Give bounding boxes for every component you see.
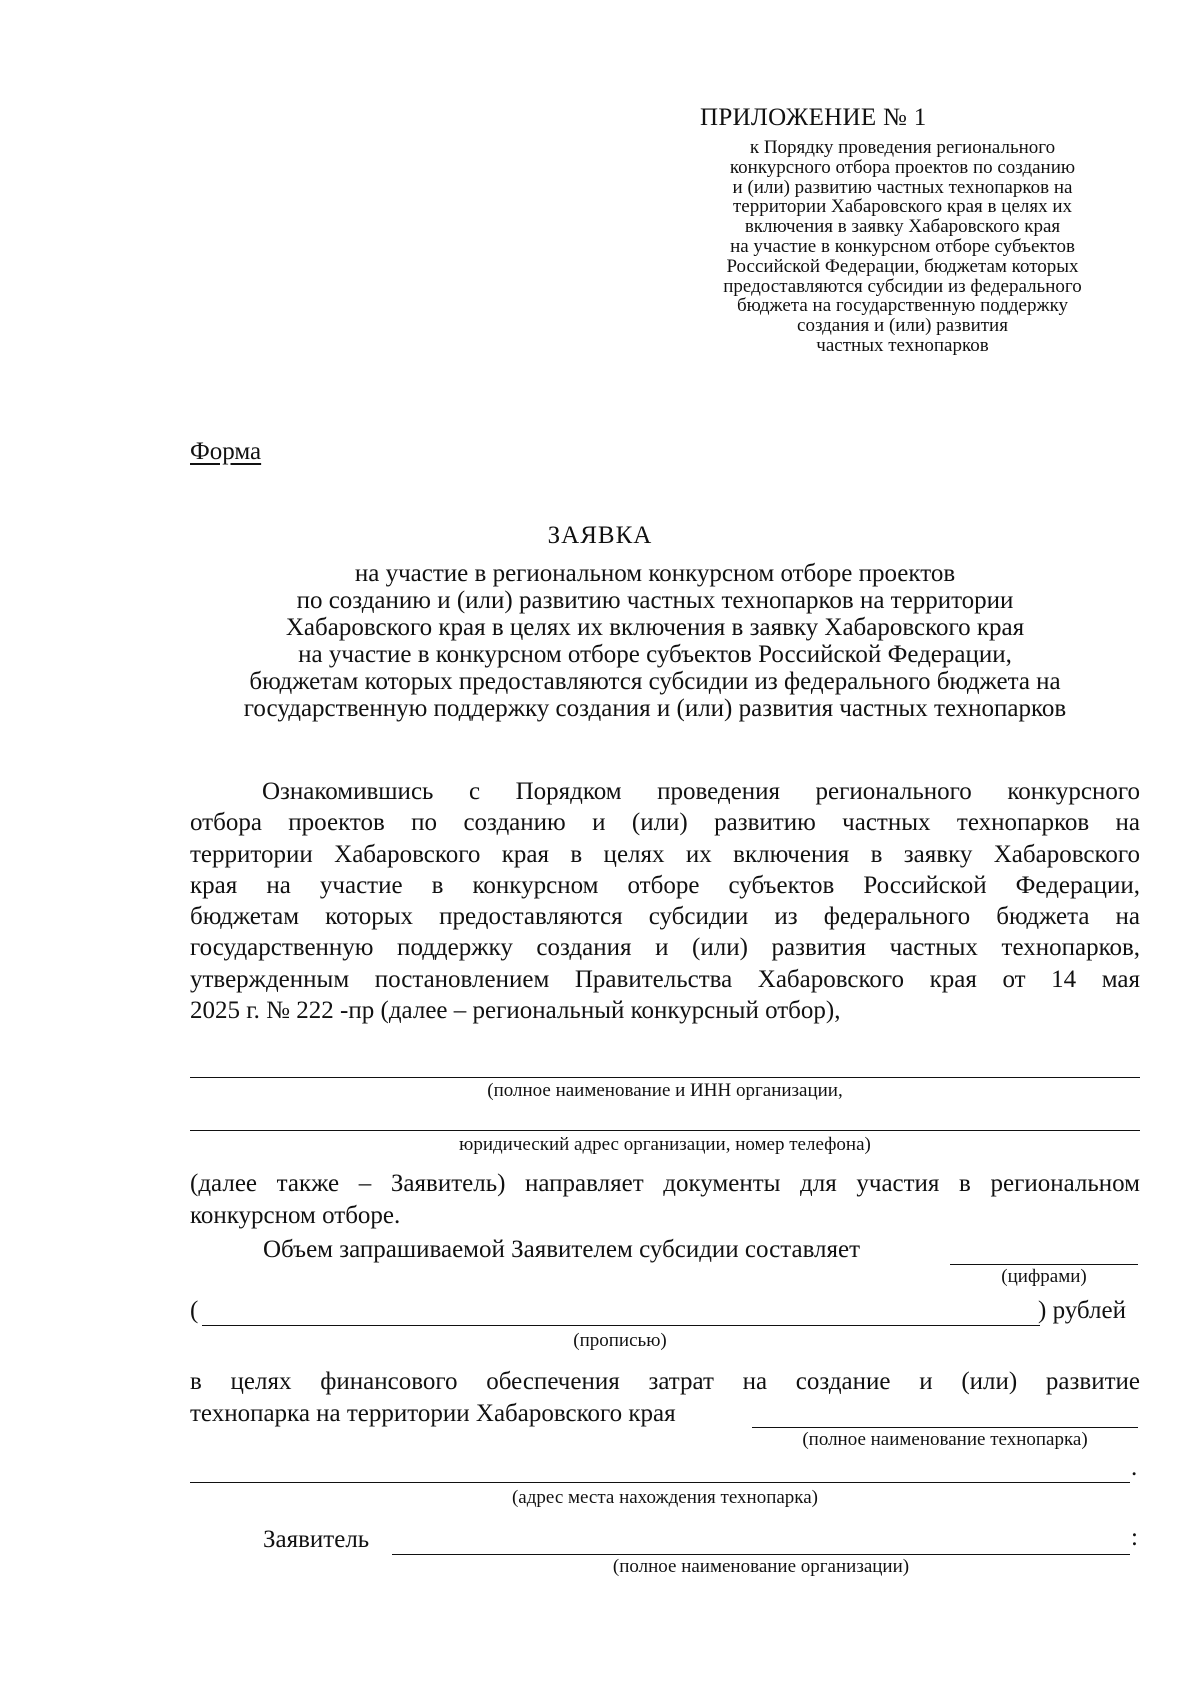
subtitle-line: государственную поддержку создания и (или) развития частных технопарков bbox=[243, 695, 1067, 722]
paragraph-line: государственную поддержку создания и (или) развития частных технопарков, bbox=[190, 934, 1140, 962]
location-caption: (адрес места нахождения технопарка) bbox=[511, 1487, 818, 1508]
appendix-line: бюджета на государственную поддержку bbox=[736, 295, 1069, 317]
technopark-address-field[interactable] bbox=[190, 1482, 1130, 1483]
applicant-label: Заявитель bbox=[263, 1526, 370, 1553]
document-title: ЗАЯВКА bbox=[547, 522, 653, 549]
org-name-caption: (полное наименование и ИНН организации, bbox=[487, 1080, 843, 1101]
document-subtitle bbox=[170, 560, 1140, 722]
applicant-sentence-line: конкурсном отборе. bbox=[190, 1202, 401, 1229]
purpose-line: в целях финансового обеспечения затрат на создание и (или) развитие bbox=[190, 1368, 1140, 1395]
appendix-line: конкурсного отбора проектов по созданию bbox=[729, 156, 1076, 178]
appendix-line: территории Хабаровского края в целях их bbox=[732, 196, 1073, 218]
subtitle-line: бюджетам которых предоставляются субсидии из федерального бюджета на bbox=[249, 668, 1061, 695]
appendix-line: частных технопарков bbox=[816, 334, 989, 356]
purpose-line: технопарка на территории Хабаровского края bbox=[190, 1400, 676, 1427]
appendix-line: и (или) развитию частных технопарков на bbox=[732, 176, 1073, 198]
appendix-line: Российской Федерации, бюджетам которых bbox=[726, 255, 1079, 277]
paragraph-line: отбора проектов по созданию и (или) развитию частных технопарков на bbox=[190, 809, 1140, 837]
org-address-field[interactable] bbox=[190, 1130, 1140, 1131]
appendix-line: к Порядку проведения регионального bbox=[749, 137, 1056, 158]
rubles-label: ) рублей bbox=[1038, 1297, 1126, 1324]
period: . bbox=[1131, 1454, 1138, 1481]
subtitle-line: на участие в региональном конкурсном отборе проектов bbox=[354, 560, 956, 587]
intro-paragraph bbox=[190, 776, 1140, 1026]
org-name-field[interactable] bbox=[190, 1077, 1140, 1078]
appendix-line: на участие в конкурсном отборе субъектов bbox=[730, 235, 1075, 257]
paragraph-line: 2025 г. № 222 -пр (далее – региональный конкурсный отбор), bbox=[190, 997, 841, 1025]
subsidy-label: Объем запрашиваемой Заявителем субсидии составляет bbox=[263, 1236, 861, 1263]
subtitle-line: на участие в конкурсном отборе субъектов Российской Федерации, bbox=[298, 641, 1012, 668]
applicant-caption: (полное наименование организации) bbox=[612, 1556, 910, 1577]
subsidy-digits-field[interactable] bbox=[950, 1264, 1138, 1265]
subtitle-line: Хабаровского края в целях их включения в заявку Хабаровского края bbox=[285, 614, 1025, 641]
digits-caption: (цифрами) bbox=[1001, 1266, 1087, 1287]
subsidy-words-field[interactable] bbox=[202, 1325, 1040, 1326]
paragraph-line: утвержденным постановлением Правительства Хабаровского края от 14 мая bbox=[190, 965, 1140, 993]
paragraph-line: бюджетам которых предоставляются субсидии из федерального бюджета на bbox=[190, 903, 1140, 931]
paragraph-line: края на участие в конкурсном отборе субъектов Российской Федерации, bbox=[190, 871, 1140, 899]
form-label: Форма bbox=[190, 438, 262, 465]
org-address-caption: юридический адрес организации, номер телефона) bbox=[459, 1134, 871, 1155]
colon: : bbox=[1131, 1524, 1138, 1551]
technopark-name-field[interactable] bbox=[752, 1427, 1138, 1428]
appendix-text bbox=[660, 138, 1145, 356]
applicant-name-field[interactable] bbox=[392, 1554, 1130, 1555]
appendix-line: создания и (или) развития bbox=[797, 315, 1008, 337]
open-paren: ( bbox=[190, 1297, 199, 1324]
appendix-line: включения в заявку Хабаровского края bbox=[744, 216, 1061, 238]
subtitle-line: по созданию и (или) развитию частных технопарков на территории bbox=[296, 587, 1014, 614]
paragraph-line: территории Хабаровского края в целях их включения в заявку Хабаровского bbox=[190, 840, 1140, 868]
applicant-sentence-line: (далее также – Заявитель) направляет документы для участия в региональном bbox=[190, 1170, 1140, 1197]
paragraph-line: Ознакомившись с Порядком проведения регионального конкурсного bbox=[262, 778, 1140, 805]
technopark-caption: (полное наименование технопарка) bbox=[802, 1429, 1088, 1450]
words-caption: (прописью) bbox=[573, 1330, 667, 1351]
appendix-title: ПРИЛОЖЕНИЕ № 1 bbox=[700, 104, 927, 131]
appendix-line: предоставляются субсидии из федерального bbox=[723, 275, 1082, 297]
